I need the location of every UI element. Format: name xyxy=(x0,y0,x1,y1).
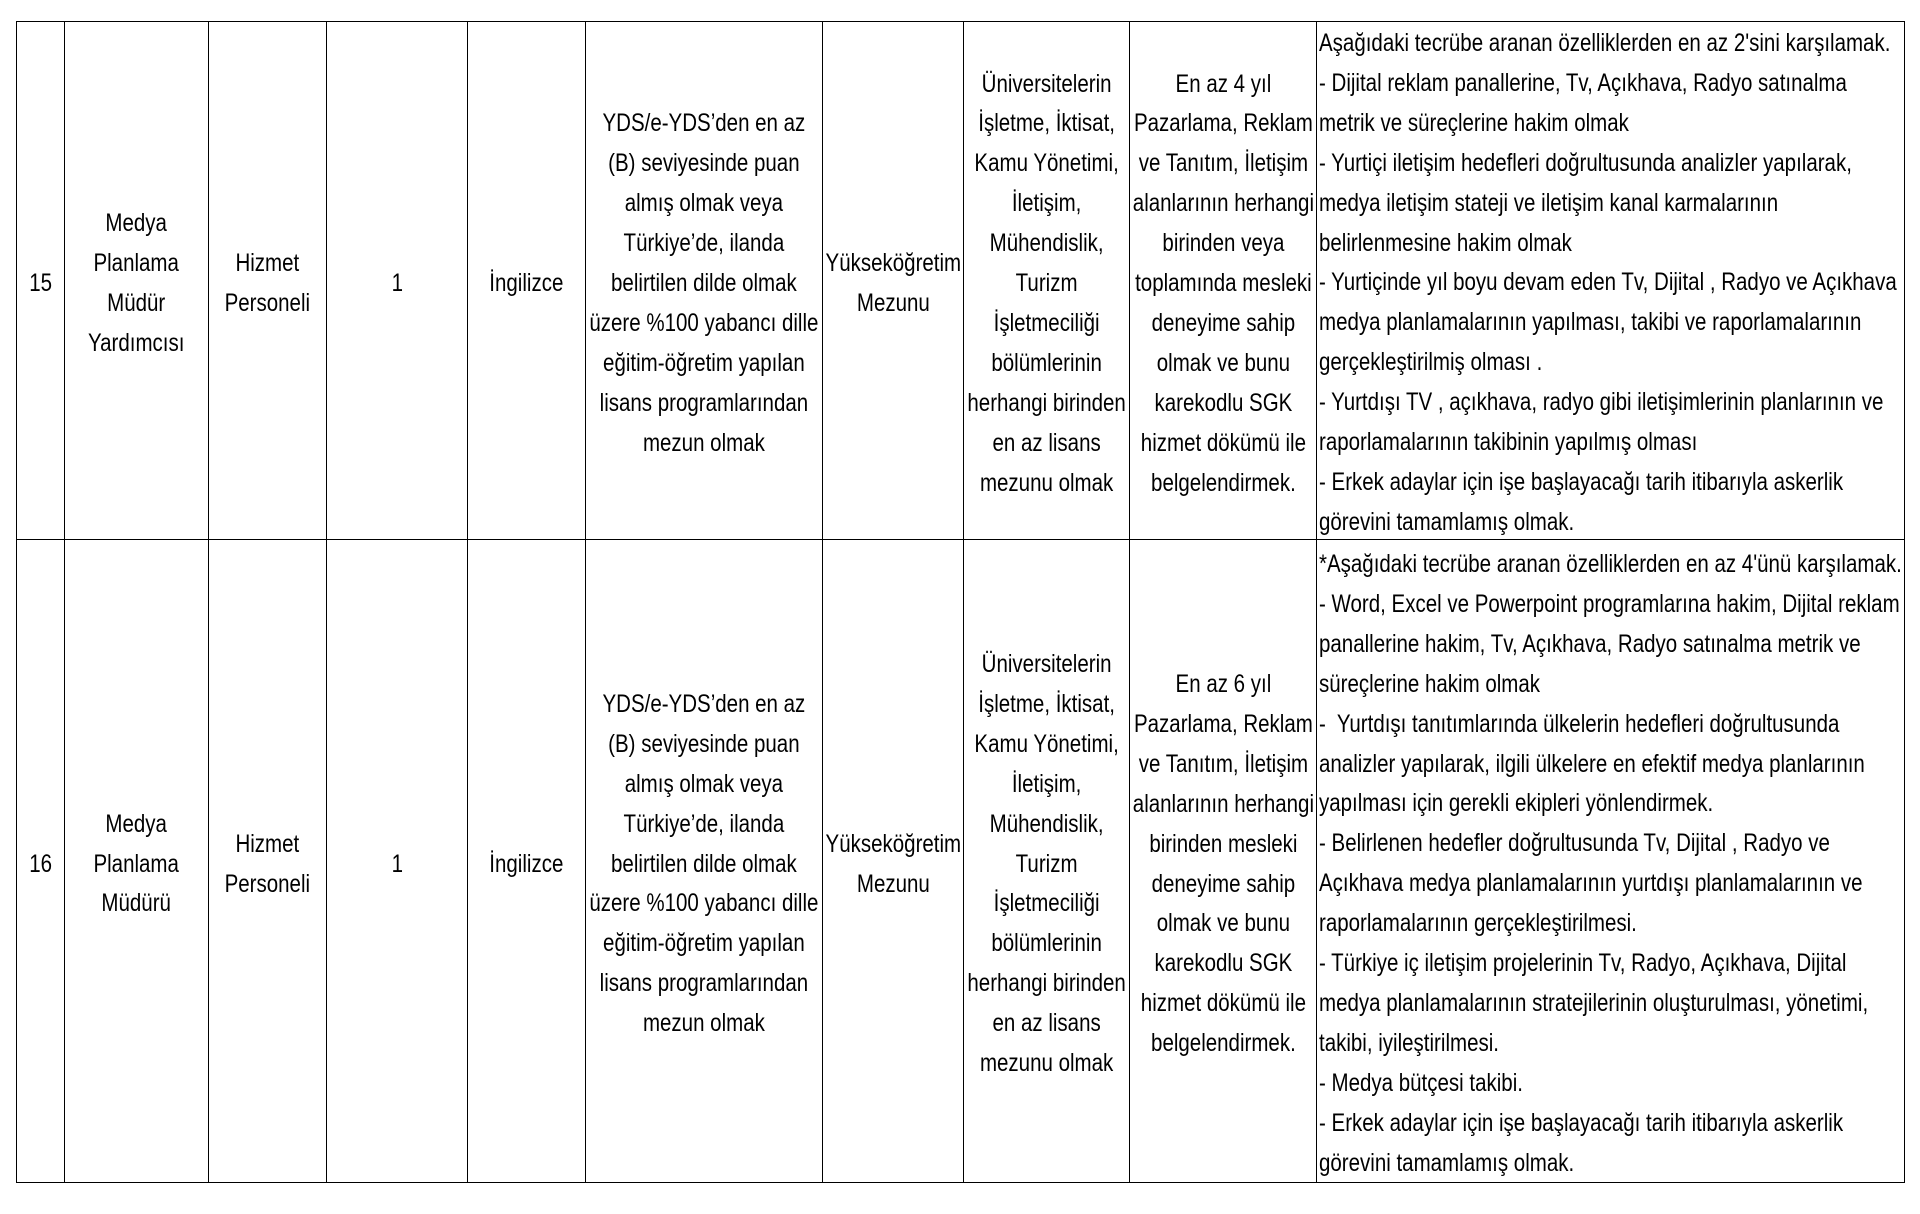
quota xyxy=(327,22,467,539)
cell-text-line: belirlenmesine hakim olmak xyxy=(1319,228,1572,257)
cell-text-line: Planlama xyxy=(93,849,180,878)
cell-text-line: medya planlamalarının stratejilerinin oluşturulması, yönetimi, xyxy=(1319,988,1869,1017)
cell-text-line: İletişim, xyxy=(1011,189,1082,218)
cell-text-line: Üniversitelerin xyxy=(981,69,1112,98)
cell-text-line: Pazarlama, Reklam xyxy=(1133,109,1313,138)
cell-text-line: görevini tamamlamış olmak. xyxy=(1319,1148,1575,1177)
cell-text-line: herhangi birinden xyxy=(967,388,1126,417)
cell-text-line: Planlama xyxy=(93,249,180,278)
position-title-cell xyxy=(65,22,209,540)
cell-text-line: 15 xyxy=(29,269,52,298)
cell-text-line: (B) seviyesinde puan xyxy=(608,149,800,178)
cell-text-line: eğitim-öğretim yapılan xyxy=(603,929,805,958)
language-cell xyxy=(468,22,586,540)
cell-text-line: Yükseköğretim xyxy=(825,249,961,278)
cell-text-line: birinden veya xyxy=(1162,229,1284,258)
cell-text-line: En az 4 yıl xyxy=(1175,69,1271,98)
cell-text-line: (B) seviyesinde puan xyxy=(608,729,800,758)
cell-text-line: - Yurtiçi iletişim hedefleri doğrultusunda analizler yapılarak, xyxy=(1319,148,1852,177)
cell-text-line: 16 xyxy=(29,849,52,878)
cell-text-line: - Word, Excel ve Powerpoint programlarına hakim, Dijital reklam xyxy=(1319,589,1900,618)
cell-text-line: belgelendirmek. xyxy=(1150,1029,1296,1058)
cell-text-line: - Erkek adaylar için işe başlayacağı tarih itibarıyla askerlik xyxy=(1319,467,1844,496)
qualifications-cell xyxy=(1317,22,1905,540)
cell-text-line: Müdürü xyxy=(101,889,172,918)
language xyxy=(468,22,585,539)
staff-class xyxy=(209,540,326,1182)
experience-requirement-cell xyxy=(1130,22,1317,540)
cell-text-line: Mezunu xyxy=(856,869,930,898)
education-level xyxy=(823,22,963,539)
cell-text-line: Pazarlama, Reklam xyxy=(1133,709,1313,738)
cell-text-line: olmak ve bunu xyxy=(1156,909,1290,938)
language-requirement-cell xyxy=(586,540,823,1183)
staff-class xyxy=(209,22,326,539)
position-title xyxy=(65,22,208,539)
cell-text-line: Yükseköğretim xyxy=(825,829,961,858)
quota-cell xyxy=(327,540,468,1183)
qualifications xyxy=(1317,22,1904,539)
cell-text-line: *Aşağıdaki tecrübe aranan özelliklerden en az 4'ünü karşılamak. xyxy=(1319,550,1902,578)
cell-text-line: - Yurtiçinde yıl boyu devam eden Tv, Dijital , Radyo ve Açıkhava xyxy=(1319,268,1897,297)
cell-text-line: alanlarının herhangi xyxy=(1132,789,1314,818)
cell-text-line: üzere %100 yabancı dille xyxy=(589,308,819,337)
cell-text-line: En az 6 yıl xyxy=(1175,669,1271,698)
cell-text-line: 1 xyxy=(391,849,403,878)
cell-text-line: bölümlerinin xyxy=(991,929,1102,958)
cell-text-line: metrik ve süreçlerine hakim olmak xyxy=(1319,108,1629,137)
cell-text-line: üzere %100 yabancı dille xyxy=(589,889,819,918)
cell-text-line: İşletme, İktisat, xyxy=(978,109,1115,138)
cell-text-line: mezunu olmak xyxy=(979,1049,1114,1078)
cell-text-line: takibi, iyileştirilmesi. xyxy=(1319,1028,1499,1057)
education-requirement-cell xyxy=(964,22,1130,540)
cell-text-line: İşletmeciliği xyxy=(993,308,1100,337)
cell-text-line: ve Tanıtım, İletişim xyxy=(1138,749,1308,778)
cell-text-line: süreçlerine hakim olmak xyxy=(1319,669,1541,698)
cell-text-line: deneyime sahip xyxy=(1151,869,1295,898)
cell-text-line: İşletmeciliği xyxy=(993,889,1100,918)
cell-text-line: en az lisans xyxy=(992,428,1101,457)
cell-text-line: medya planlamalarının yapılması, takibi ve raporlamalarının xyxy=(1319,308,1862,337)
cell-text-line: karekodlu SGK xyxy=(1154,949,1292,978)
cell-text-line: belgelendirmek. xyxy=(1150,468,1296,497)
job-requirements-table xyxy=(16,21,1905,1183)
cell-text-line: Medya xyxy=(105,209,168,238)
qualifications-cell xyxy=(1317,540,1905,1183)
cell-text-line: Personeli xyxy=(224,289,311,317)
table-row xyxy=(17,22,1905,540)
cell-text-line: - Dijital reklam panallerine, Tv, Açıkhava, Radyo satınalma xyxy=(1319,68,1847,97)
position-title xyxy=(65,540,208,1182)
education-level-cell xyxy=(823,540,964,1183)
education-requirement xyxy=(964,22,1129,539)
cell-text-line: en az lisans xyxy=(992,1009,1101,1038)
cell-text-line: Mezunu xyxy=(856,289,930,317)
cell-text-line: 1 xyxy=(391,269,403,298)
cell-text-line: deneyime sahip xyxy=(1151,308,1295,337)
cell-text-line: Hizmet xyxy=(235,249,300,278)
cell-text-line: lisans programlarından xyxy=(599,969,809,998)
cell-text-line: karekodlu SGK xyxy=(1154,388,1292,417)
cell-text-line: herhangi birinden xyxy=(967,969,1126,998)
cell-text-line: medya iletişim stateji ve iletişim kanal karmalarının xyxy=(1319,188,1779,217)
cell-text-line: Açıkhava medya planlamalarının yurtdışı planlamalarının ve xyxy=(1319,869,1863,898)
cell-text-line: belirtilen dilde olmak xyxy=(611,269,797,298)
cell-text-line: gerçekleştirilmiş olması . xyxy=(1319,348,1543,377)
cell-text-line: belirtilen dilde olmak xyxy=(611,849,797,878)
cell-text-line: Personeli xyxy=(224,869,311,898)
cell-text-line: - Yurtdışı tanıtımlarında ülkelerin hedefleri doğrultusunda xyxy=(1319,709,1840,738)
row-number-cell xyxy=(17,22,65,540)
cell-text-line: YDS/e-YDS’den en az xyxy=(602,109,806,138)
staff-class-cell xyxy=(209,540,327,1183)
cell-text-line: birinden mesleki xyxy=(1148,829,1298,858)
cell-text-line: görevini tamamlamış olmak. xyxy=(1319,507,1575,536)
cell-text-line: - Türkiye iç iletişim projelerinin Tv, Radyo, Açıkhava, Dijital xyxy=(1319,949,1847,978)
cell-text-line: İngilizce xyxy=(489,269,564,298)
quota xyxy=(327,540,467,1182)
cell-text-line: Yardımcısı xyxy=(88,328,185,357)
qualifications xyxy=(1317,540,1904,1182)
cell-text-line: alanlarının herhangi xyxy=(1132,189,1314,218)
language-requirement xyxy=(586,540,822,1182)
cell-text-line: - Erkek adaylar için işe başlayacağı tarih itibarıyla askerlik xyxy=(1319,1108,1844,1137)
cell-text-line: yapılması için gerekli ekipleri yönlendirmek. xyxy=(1319,789,1714,818)
cell-text-line: - Medya bütçesi takibi. xyxy=(1319,1068,1523,1097)
experience-requirement-cell xyxy=(1130,540,1317,1183)
language-requirement-cell xyxy=(586,22,823,540)
cell-text-line: olmak ve bunu xyxy=(1156,348,1290,377)
language-requirement xyxy=(586,22,822,539)
cell-text-line: Müdür xyxy=(107,289,166,317)
table-row xyxy=(17,540,1905,1183)
cell-text-line: analizler yapılarak, ilgili ülkelere en efektif medya planlarının xyxy=(1319,749,1865,778)
cell-text-line: İngilizce xyxy=(489,849,564,878)
cell-text-line: almış olmak veya xyxy=(624,189,784,218)
row-number xyxy=(17,540,64,1182)
row-number xyxy=(17,22,64,539)
experience-requirement xyxy=(1130,22,1316,539)
cell-text-line: toplamında mesleki xyxy=(1134,269,1312,298)
cell-text-line: ve Tanıtım, İletişim xyxy=(1138,149,1308,178)
experience-requirement xyxy=(1130,540,1316,1182)
staff-class-cell xyxy=(209,22,327,540)
cell-text-line: panallerine hakim, Tv, Açıkhava, Radyo satınalma metrik ve xyxy=(1319,629,1861,658)
education-level-cell xyxy=(823,22,964,540)
quota-cell xyxy=(327,22,468,540)
cell-text-line: mezun olmak xyxy=(643,1009,765,1038)
row-number-cell xyxy=(17,540,65,1183)
cell-text-line: Turizm xyxy=(1015,269,1078,298)
cell-text-line: Türkiye’de, ilanda xyxy=(623,809,785,838)
cell-text-line: İşletme, İktisat, xyxy=(978,689,1115,718)
cell-text-line: Kamu Yönetimi, xyxy=(974,149,1119,178)
cell-text-line: Türkiye’de, ilanda xyxy=(623,229,785,258)
cell-text-line: - Yurtdışı TV , açıkhava, radyo gibi iletişimlerinin planlarının ve xyxy=(1319,388,1884,417)
education-level xyxy=(823,540,963,1182)
cell-text-line: bölümlerinin xyxy=(991,348,1102,377)
cell-text-line: YDS/e-YDS’den en az xyxy=(602,689,806,718)
cell-text-line: lisans programlarından xyxy=(599,388,809,417)
cell-text-line: Hizmet xyxy=(235,829,300,858)
cell-text-line: hizmet dökümü ile xyxy=(1140,428,1306,457)
cell-text-line: mezun olmak xyxy=(643,428,765,457)
cell-text-line: Mühendislik, xyxy=(989,229,1104,258)
education-requirement-cell xyxy=(964,540,1130,1183)
cell-text-line: Medya xyxy=(105,809,168,838)
cell-text-line: Turizm xyxy=(1015,849,1078,878)
cell-text-line: Üniversitelerin xyxy=(981,650,1112,679)
cell-text-line: raporlamalarının takibinin yapılmış olması xyxy=(1319,428,1698,457)
position-title-cell xyxy=(65,540,209,1183)
cell-text-line: - Belirlenen hedefler doğrultusunda Tv, Dijital , Radyo ve xyxy=(1319,829,1830,858)
cell-text-line: İletişim, xyxy=(1011,769,1082,798)
cell-text-line: Mühendislik, xyxy=(989,809,1104,838)
cell-text-line: mezunu olmak xyxy=(979,468,1114,497)
cell-text-line: eğitim-öğretim yapılan xyxy=(603,348,805,377)
language-cell xyxy=(468,540,586,1183)
language xyxy=(468,540,585,1182)
cell-text-line: hizmet dökümü ile xyxy=(1140,989,1306,1018)
cell-text-line: Kamu Yönetimi, xyxy=(974,729,1119,758)
cell-text-line: Aşağıdaki tecrübe aranan özelliklerden en az 2'sini karşılamak. xyxy=(1319,29,1891,57)
cell-text-line: almış olmak veya xyxy=(624,769,784,798)
education-requirement xyxy=(964,540,1129,1182)
cell-text-line: raporlamalarının gerçekleştirilmesi. xyxy=(1319,909,1637,938)
